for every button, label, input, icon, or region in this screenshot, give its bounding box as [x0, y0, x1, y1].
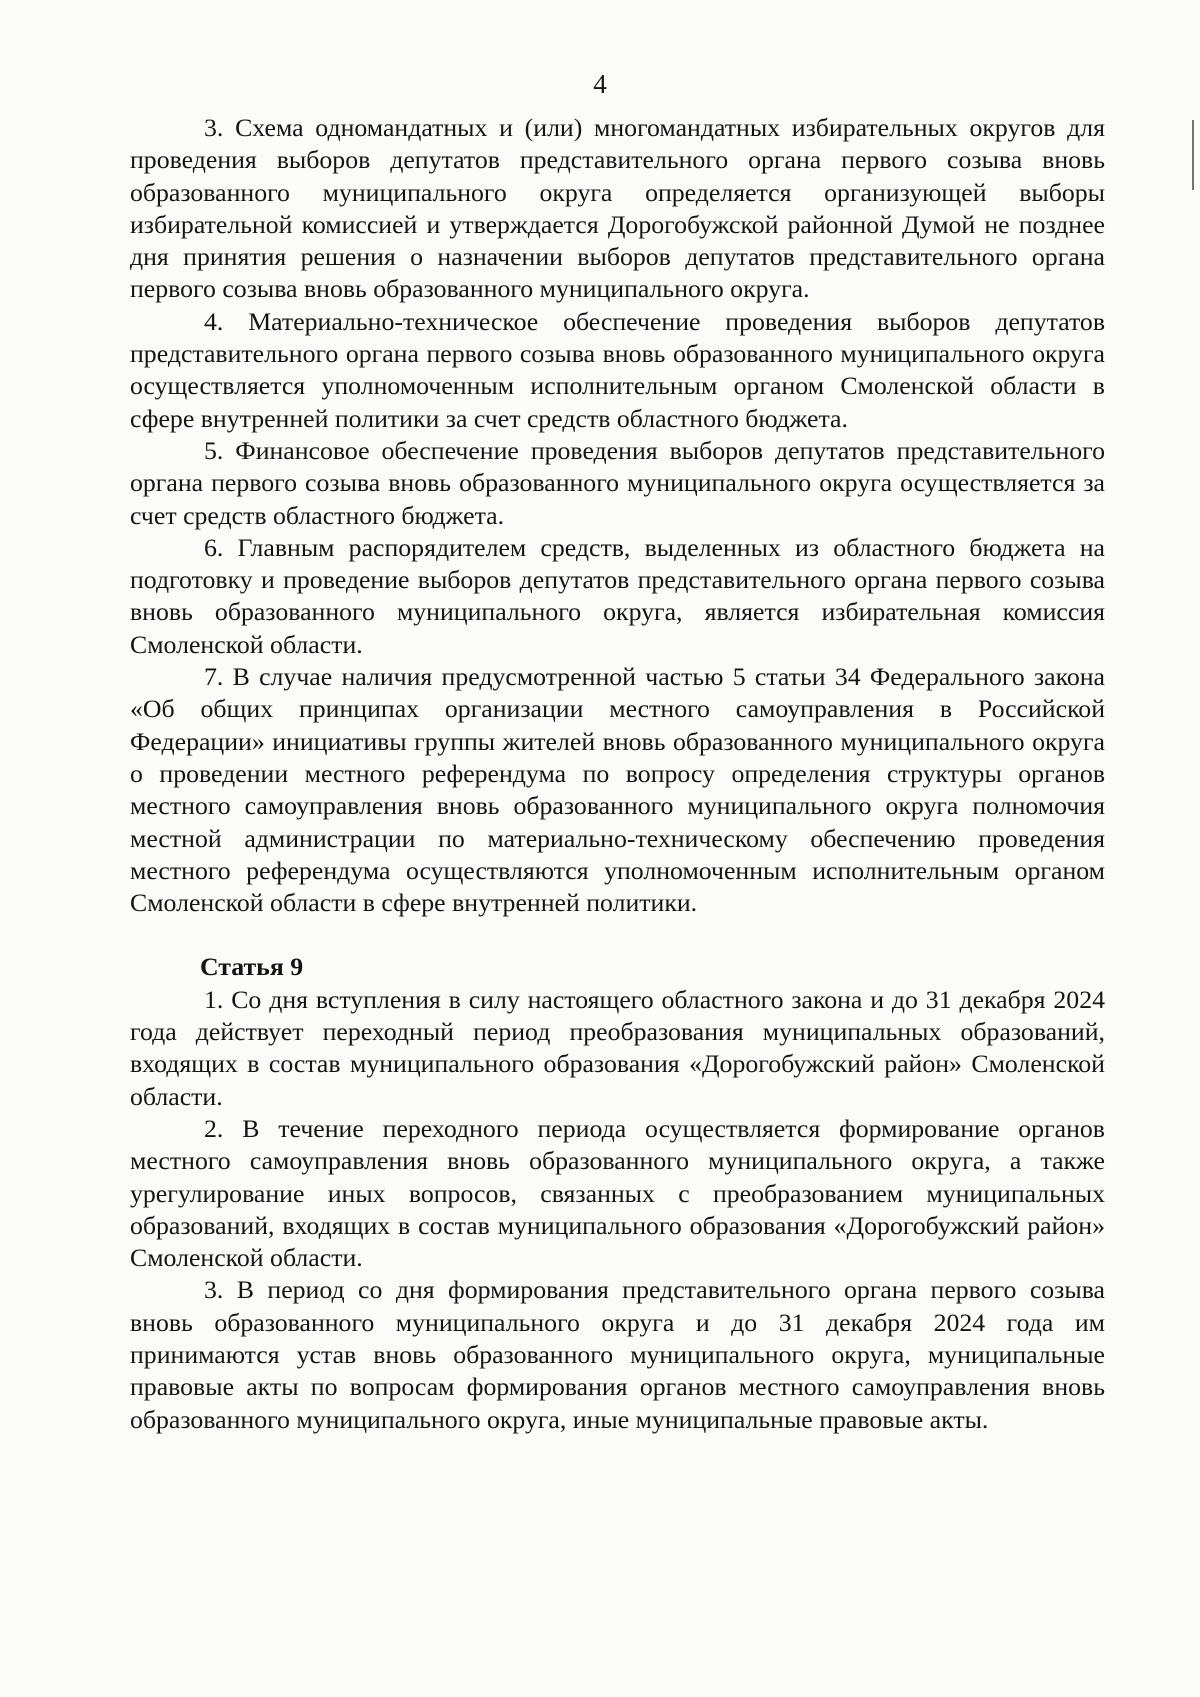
- section-spacer: [130, 919, 1105, 951]
- paragraph-4: 4. Материально-техническое обеспечение проведения выборов депутатов представительного органа первого созыва вновь образованного муниципального округа осуществляется уполномоченным исполнительным органом Смоленской области в сфере внутренней политики за счет средств областного бюджета.: [130, 306, 1105, 433]
- article-heading: Статья 9: [200, 952, 304, 982]
- page-number: 4: [593, 69, 607, 99]
- article-paragraph-1: 1. Со дня вступления в силу настоящего областного закона и до 31 декабря 2024 года действует переходный период преобразования муниципальных образований, входящих в состав муниципального образования «Дорогобужский район» Смоленской области.: [130, 984, 1105, 1111]
- paragraph-5: 5. Финансовое обеспечение проведения выборов депутатов представительного органа первого созыва вновь образованного муниципального округа осуществляется за счет средств областного бюджета.: [130, 435, 1105, 530]
- article-paragraph-2: 2. В течение переходного периода осуществляется формирование органов местного самоуправления вновь образованного муниципального округа, а также урегулирование иных вопросов, связанных с преобразованием муниципальных образований, входящих в состав муниципального образования «Дорогобужский район» Смоленской области.: [130, 1113, 1105, 1273]
- paragraph-6: 6. Главным распорядителем средств, выделенных из областного бюджета на подготовку и проведение выборов депутатов представительного органа первого созыва вновь образованного муниципального округа, является избирательная комиссия Смоленской области.: [130, 532, 1105, 659]
- paragraph-7: 7. В случае наличия предусмотренной частью 5 статьи 34 Федерального закона «Об общих принципах организации местного самоуправления в Российской Федерации» инициативы группы жителей вновь образованного муниципального округа о проведении местного референдума по вопросу определения структуры органов местного самоуправления вновь образованного муниципального округа полномочия местной администрации по материально-техническому обеспечению проведения местного референдума осуществляются уполномоченным исполнительным органом Смоленской области в сфере внутренней политики.: [130, 662, 1105, 918]
- paragraph-3: 3. Схема одномандатных и (или) многомандатных избирательных округов для проведения выборов депутатов представительного органа первого созыва вновь образованного муниципального округа определяется организующей выборы избирательной комиссией и утверждается Дорогобужской районной Думой не позднее дня принятия решения о назначении выборов депутатов представительного органа первого созыва вновь образованного муниципального округа.: [130, 113, 1105, 304]
- article-paragraph-3: 3. В период со дня формирования представительного органа первого созыва вновь образованного муниципального округа и до 31 декабря 2024 года им принимаются устав вновь образованного муниципального округа, муниципальные правовые акты по вопросам формирования органов местного самоуправления вновь образованного муниципального округа, иные муниципальные правовые акты.: [130, 1275, 1105, 1434]
- document-body: [130, 112, 1105, 1436]
- scan-edge-mark: [1192, 120, 1194, 190]
